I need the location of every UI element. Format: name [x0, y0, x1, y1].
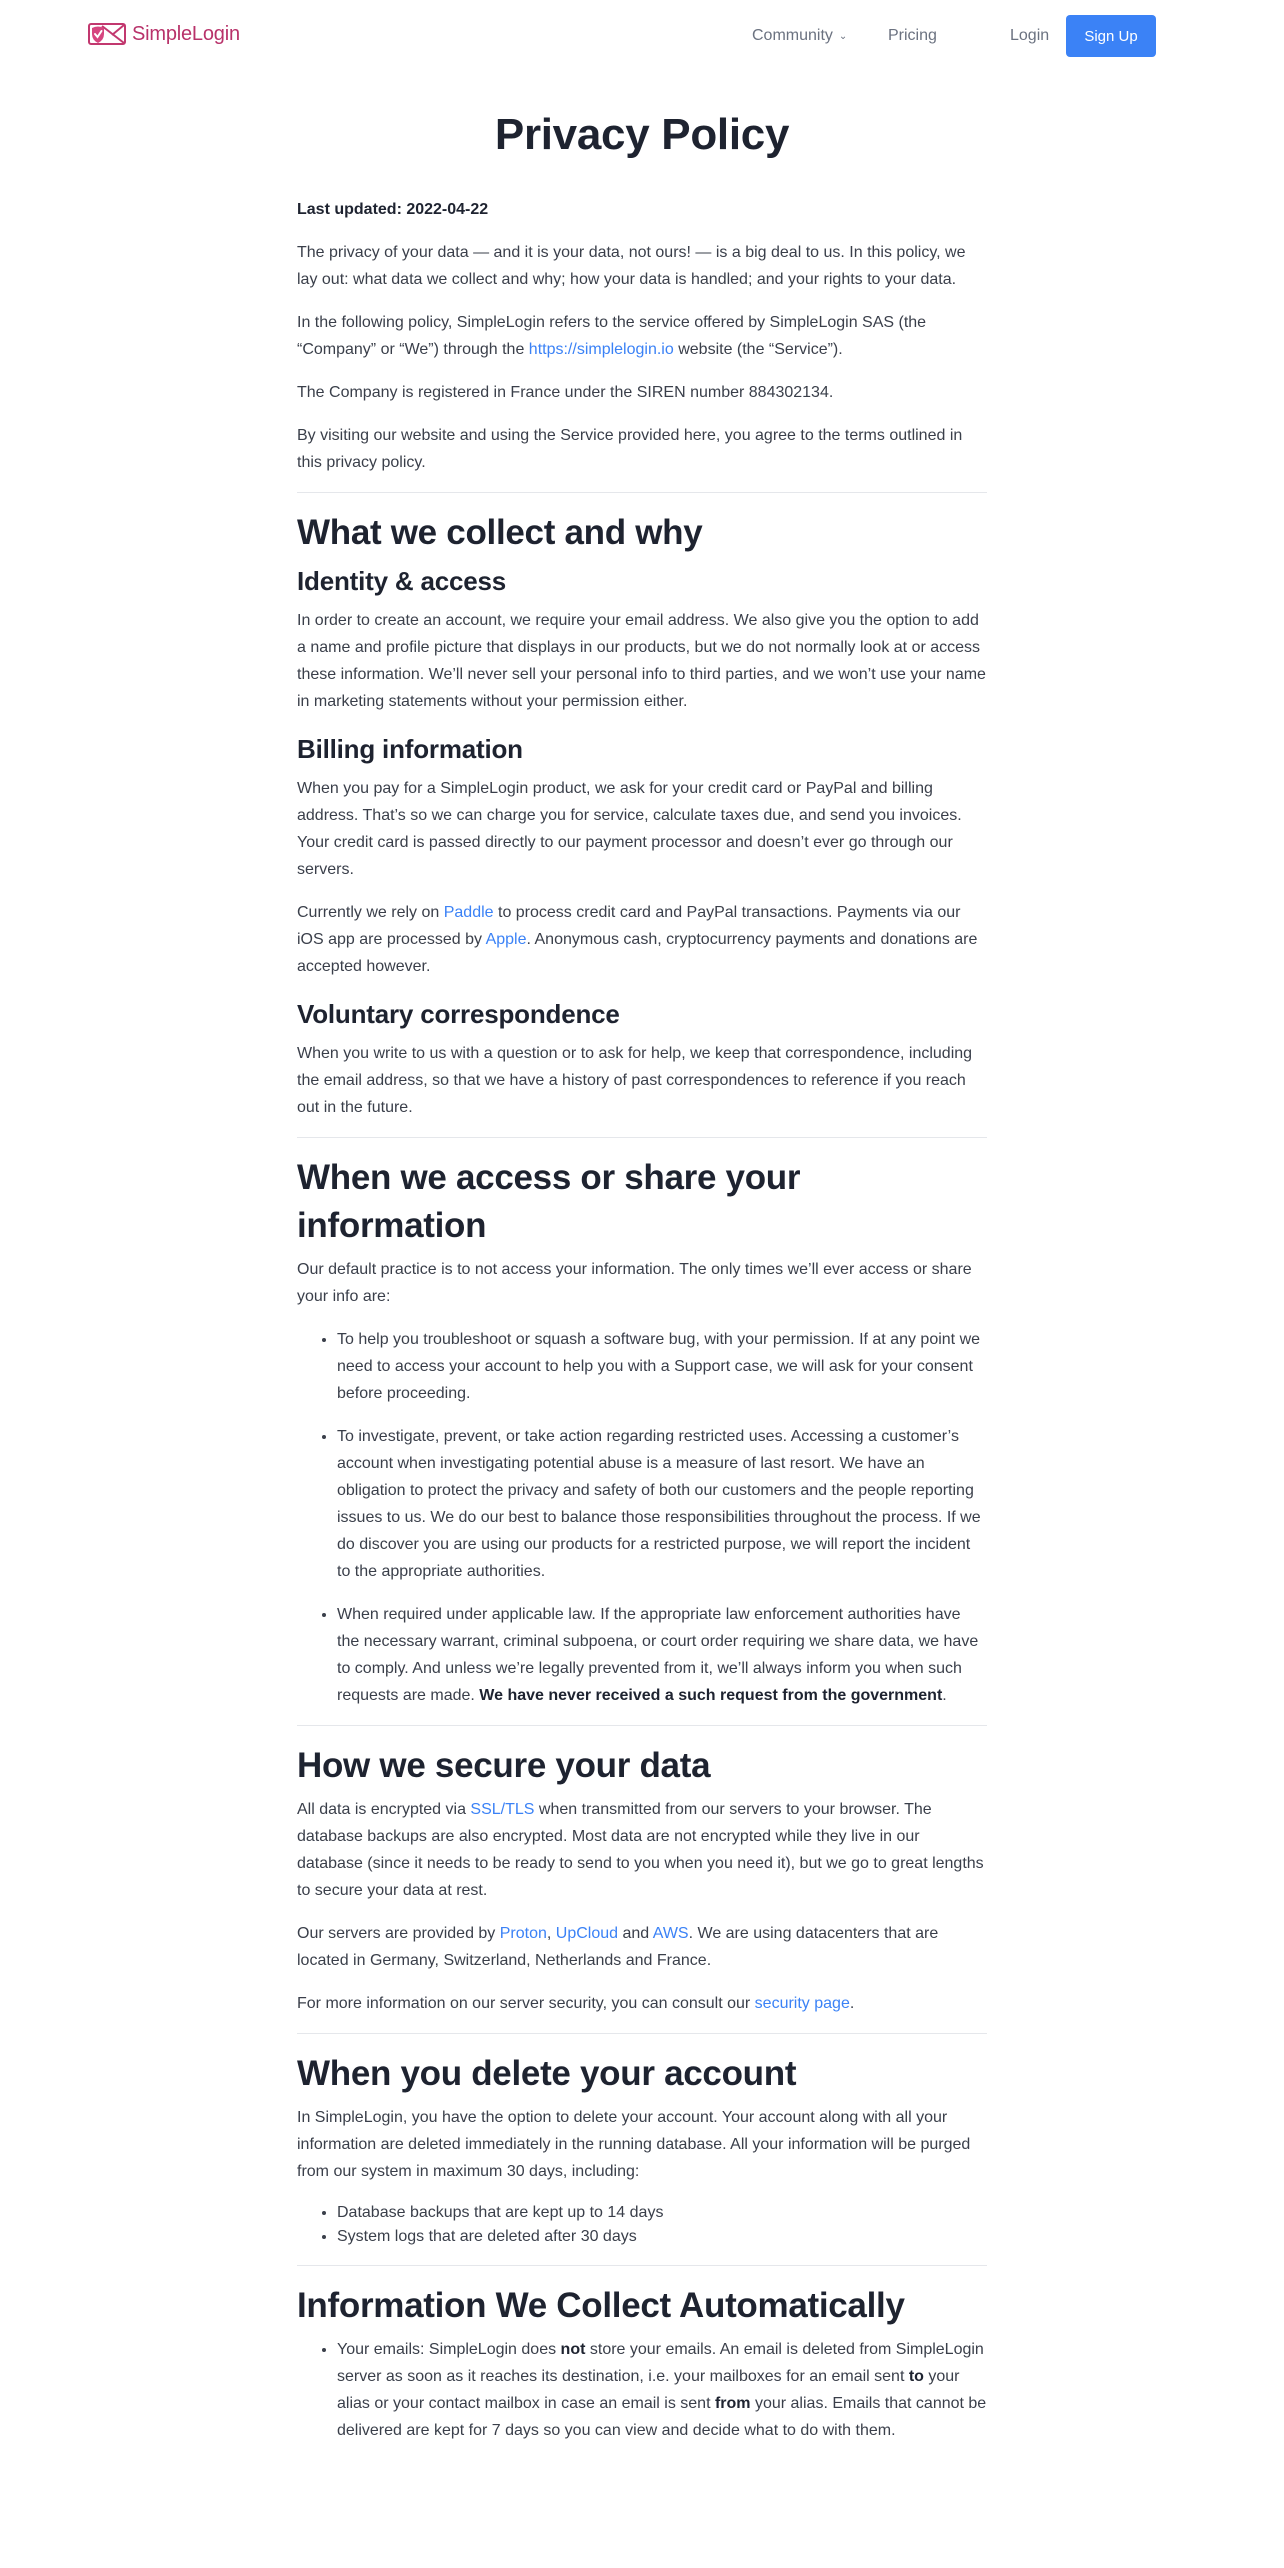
- section-divider: [297, 2265, 987, 2266]
- list-item: • System logs that are deleted after 30 days: [337, 2225, 987, 2249]
- text: to process credit card and PayPal transactions. Payments via our iOS app are processed by: [297, 904, 961, 948]
- text: .: [849, 1995, 855, 2012]
- last-updated: Last updated: 2022-04-22: [297, 201, 489, 218]
- bold-text: from: [714, 2395, 751, 2412]
- nav-pricing[interactable]: Pricing: [888, 27, 937, 44]
- signup-button[interactable]: Sign Up: [1066, 15, 1156, 57]
- access-list: [297, 1326, 987, 1709]
- nav-community-label: Community: [752, 27, 833, 44]
- intro-paragraph-1: The privacy of your data — and it is your data, not ours! — is a big deal to us. In this policy, we lay out: what data we collect and why; how your data is handled; and your rights to your data.: [297, 244, 966, 288]
- text: For more information on our server security, you can consult our: [297, 1995, 755, 2012]
- access-paragraph: Our default practice is to not access your information. The only times we’ll ever access or share your info are:: [297, 1261, 972, 1305]
- nav-login[interactable]: Login: [1010, 27, 1050, 44]
- text: store your emails. An email is deleted from SimpleLogin server as soon as it reaches its destination, i.e. your mailboxes for an email sent: [337, 2341, 984, 2385]
- list-item: • To help you troubleshoot or squash a software bug, with your permission. If at any point we need to access your account to help you with a Support case, we will ask for your consent before proceeding.: [337, 1326, 987, 1407]
- text: All data is encrypted via: [297, 1801, 471, 1818]
- upcloud-link[interactable]: UpCloud: [555, 1925, 619, 1942]
- secure-paragraph-1: [297, 1796, 987, 1904]
- list-item: • Database backups that are kept up to 14 days: [337, 2201, 987, 2225]
- aws-link[interactable]: AWS: [652, 1925, 689, 1942]
- text: your alias. Emails that cannot be delivered are kept for 7 days so you can view and decide what to do with them.: [337, 2395, 987, 2439]
- billing-paragraph-1: When you pay for a SimpleLogin product, we ask for your credit card or PayPal and billing address. That’s so we can charge you for service, calculate taxes due, and send you invoices. Your credit card is passed directly to our payment processor and doesn’t ever go through our servers.: [297, 780, 962, 878]
- text: ,: [546, 1925, 556, 1942]
- section-divider: [297, 492, 987, 493]
- text: . Anonymous cash, cryptocurrency payments and donations are accepted however.: [297, 931, 978, 975]
- list-item: • To investigate, prevent, or take action regarding restricted uses. Accessing a customer’s account when investigating potential abuse is a measure of last resort. We have an obligation to protect the privacy and safety of both our customers and the people reporting issues to us. We do our best to balance those responsibilities throughout the process. If we do discover you are using our products for a restricted purpose, we will report the incident to the appropriate authorities.: [337, 1423, 987, 1585]
- text: When required under applicable law. If the appropriate law enforcement authorities have the necessary warrant, criminal subpoena, or court order requiring we share data, we have to comply. And unless we’re legally prevented from it, we’ll always inform you when such requests are made.: [337, 1606, 979, 1704]
- subheading-identity: Identity & access: [297, 566, 507, 596]
- ssl-tls-link[interactable]: SSL/TLS: [470, 1801, 535, 1818]
- list-item: [337, 2336, 987, 2444]
- site-header: [0, 0, 1284, 72]
- automatic-list: [297, 2336, 987, 2444]
- simplelogin-website-link[interactable]: https://simplelogin.io: [528, 341, 674, 358]
- security-page-link[interactable]: security page: [754, 1995, 850, 2012]
- section-heading-automatic: Information We Collect Automatically: [297, 2286, 905, 2325]
- secure-paragraph-3: [297, 1990, 987, 2017]
- top-nav: [0, 15, 1284, 57]
- intro-paragraph-2: [297, 309, 987, 363]
- text: your alias or your contact mailbox in case an email is sent: [337, 2368, 960, 2412]
- delete-paragraph: In SimpleLogin, you have the option to delete your account. Your account along with all your information are deleted immediately in the running database. All your information will be purged from our system in maximum 30 days, including:: [297, 2109, 971, 2180]
- nav-community[interactable]: [752, 15, 847, 57]
- text: and: [618, 1925, 653, 1942]
- policy-content: [297, 108, 987, 2444]
- text: . We are using datacenters that are located in Germany, Switzerland, Netherlands and France.: [297, 1925, 939, 1969]
- text: website (the “Service”).: [673, 341, 843, 358]
- text: .: [942, 1687, 947, 1704]
- text: Our servers are provided by: [297, 1925, 500, 1942]
- text: In the following policy, SimpleLogin refers to the service offered by SimpleLogin SAS (the “Company” or “We”) through the: [297, 314, 927, 358]
- billing-paragraph-2: [297, 899, 987, 980]
- section-divider: [297, 2033, 987, 2034]
- section-heading-access: When we access or share your information: [297, 1158, 801, 1245]
- text: Currently we rely on: [297, 904, 444, 921]
- proton-link[interactable]: Proton: [499, 1925, 547, 1942]
- chevron-down-icon: ⌄: [838, 31, 848, 42]
- intro-paragraph-4: By visiting our website and using the Service provided here, you agree to the terms outlined in this privacy policy.: [297, 427, 963, 471]
- section-divider: [297, 1137, 987, 1138]
- delete-list: [297, 2201, 987, 2249]
- secure-paragraph-2: [297, 1920, 987, 1974]
- section-heading-delete: When you delete your account: [297, 2054, 797, 2093]
- identity-paragraph: In order to create an account, we require your email address. We also give you the option to add a name and profile picture that displays in our products, but we do not normally look at or access these information. We’ll never sell your personal info to third parties, and we won’t use your name in marketing statements without your permission either.: [297, 612, 986, 710]
- text: when transmitted from our servers to your browser. The database backups are also encrypted. Most data are not encrypted while they live in our database (since it needs to be ready to send to you when you need it), but we go to great lengths to secure your data at rest.: [297, 1801, 984, 1899]
- correspondence-paragraph: When you write to us with a question or to ask for help, we keep that correspondence, including the email address, so that we have a history of past correspondences to reference if you reach out in the future.: [297, 1045, 973, 1116]
- subheading-billing: Billing information: [297, 734, 523, 764]
- paddle-link[interactable]: Paddle: [443, 904, 494, 921]
- bold-text: We have never received a such request from the government: [479, 1687, 943, 1704]
- intro-paragraph-3: The Company is registered in France under the SIREN number 884302134.: [297, 384, 834, 401]
- logo-text: SimpleLogin: [132, 22, 240, 45]
- section-heading-collect: What we collect and why: [297, 513, 703, 552]
- bold-text: not: [560, 2341, 586, 2358]
- list-item: [337, 1601, 987, 1709]
- section-heading-secure: How we secure your data: [297, 1746, 711, 1785]
- apple-link[interactable]: Apple: [485, 931, 527, 948]
- page-title: Privacy Policy: [494, 110, 790, 159]
- section-divider: [297, 1725, 987, 1726]
- subheading-correspondence: Voluntary correspondence: [297, 999, 620, 1029]
- bold-text: to: [908, 2368, 924, 2385]
- text: Your emails: SimpleLogin does: [337, 2341, 561, 2358]
